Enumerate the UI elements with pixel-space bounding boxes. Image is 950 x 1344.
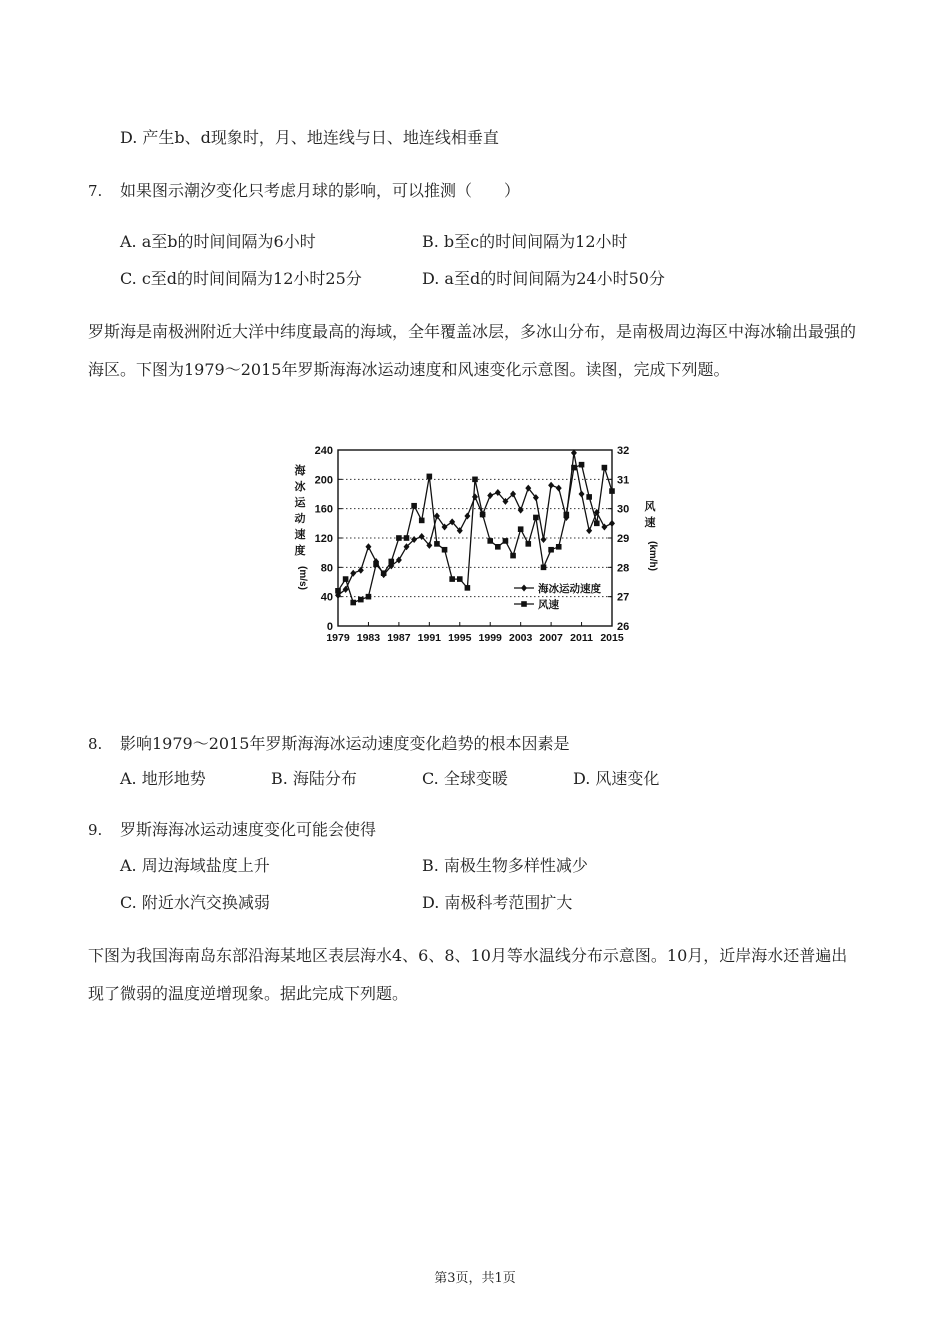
- legend-diamond-marker: [521, 585, 527, 592]
- x-axis-tick-label: 2015: [600, 632, 624, 644]
- wind-speed-point: [419, 518, 425, 524]
- wind-speed-point: [465, 585, 471, 591]
- wind-speed-point: [564, 512, 570, 518]
- wind-speed-point: [366, 594, 372, 600]
- left-axis-tick-label: 80: [320, 562, 333, 575]
- wind-speed-point: [533, 515, 539, 521]
- wind-speed-point: [472, 477, 478, 483]
- wind-speed-point: [541, 565, 547, 571]
- sea-ice-speed-point: [556, 485, 562, 492]
- left-axis-tick-label: 0: [326, 621, 333, 633]
- x-axis-tick-label: 2011: [570, 632, 593, 644]
- wind-speed-point: [579, 462, 585, 468]
- wind-speed-point: [556, 544, 562, 550]
- x-axis-tick-label: 2003: [508, 632, 533, 644]
- wind-speed-point: [404, 535, 410, 541]
- wind-speed-point: [609, 488, 615, 494]
- passage-ross-sea: 罗斯海是南极洲附近大洋中纬度最高的海域，全年覆盖冰层，多冰山分布，是南极周边海区中海冰输出最强的海区。下图为1979～2015年罗斯海海冰运动速度和风速变化示意图。读图，完成下列题。: [88, 322, 857, 379]
- wind-speed-point: [525, 541, 531, 547]
- wind-speed-point: [427, 474, 433, 480]
- wind-speed-point: [434, 541, 440, 547]
- sea-ice-speed-point: [586, 527, 592, 534]
- wind-speed-point: [594, 521, 600, 527]
- sea-ice-speed-point: [579, 491, 585, 498]
- right-axis-tick-label: 26: [617, 621, 630, 633]
- q8-number: 8.: [88, 735, 103, 753]
- wind-speed-point: [571, 465, 577, 471]
- left-axis-label-unit: (m/s): [297, 566, 308, 590]
- q9-option-d: D. 南极科考范围扩大: [422, 893, 573, 912]
- left-axis-tick-label: 200: [314, 474, 333, 487]
- x-axis-tick-label: 1991: [417, 632, 442, 644]
- sea-ice-speed-point: [548, 482, 554, 489]
- q7-option-d: D. a至d的时间间隔为24小时50分: [422, 269, 665, 288]
- wind-speed-point: [518, 526, 524, 532]
- sea-ice-speed-point: [464, 513, 470, 520]
- right-axis-tick-label: 30: [617, 503, 630, 516]
- right-axis-tick-label: 27: [617, 591, 630, 604]
- q7-option-c: C. c至d的时间间隔为12小时25分: [120, 269, 362, 288]
- right-axis-tick-label: 31: [617, 474, 630, 487]
- sea-ice-speed-line: [338, 453, 612, 595]
- left-axis-tick-label: 240: [314, 445, 333, 457]
- wind-speed-point: [487, 538, 493, 544]
- wind-speed-point: [548, 547, 554, 553]
- page-footer: 第3页，共1页: [434, 1271, 516, 1286]
- right-axis-label-unit: (km/h): [647, 541, 658, 571]
- wind-speed-point: [373, 562, 379, 568]
- sea-ice-speed-point: [609, 520, 615, 527]
- wind-speed-point: [388, 559, 394, 565]
- sea-ice-speed-point: [350, 570, 356, 577]
- left-axis-label-char: 海: [294, 465, 306, 477]
- sea-ice-speed-point: [518, 507, 524, 514]
- wind-speed-point: [457, 576, 463, 582]
- q6-option-d: D. 产生b、d现象时，月、地连线与日、地连线相垂直: [120, 128, 499, 147]
- q8-option-a: A. 地形地势: [120, 769, 206, 788]
- x-axis-tick-label: 1987: [387, 632, 411, 644]
- left-axis-label-char: 冰: [294, 481, 306, 493]
- wind-speed-point: [335, 588, 341, 594]
- wind-speed-point: [602, 465, 608, 471]
- sea-ice-speed-point: [601, 524, 607, 531]
- q7-stem: 如果图示潮汐变化只考虑月球的影响，可以推测（ ）: [120, 181, 521, 200]
- sea-ice-speed-point: [472, 493, 478, 500]
- left-axis-label-char: 运: [294, 497, 306, 509]
- right-axis-label-char: 速: [644, 517, 656, 529]
- wind-speed-point: [480, 512, 486, 518]
- q9-option-a: A. 周边海域盐度上升: [120, 856, 270, 875]
- wind-speed-point: [343, 576, 349, 582]
- sea-ice-wind-chart: [270, 430, 670, 660]
- q8-stem: 影响1979～2015年罗斯海海冰运动速度变化趋势的根本因素是: [120, 734, 570, 753]
- wind-speed-point: [503, 538, 509, 544]
- legend-square-marker: [521, 601, 527, 607]
- sea-ice-speed-point: [541, 536, 547, 543]
- left-axis-tick-label: 40: [320, 591, 333, 604]
- wind-speed-point: [381, 570, 387, 576]
- legend-label: 海冰运动速度: [538, 583, 601, 595]
- wind-speed-line: [338, 465, 612, 603]
- wind-speed-point: [495, 544, 501, 550]
- wind-speed-point: [396, 535, 402, 541]
- wind-speed-point: [510, 553, 516, 559]
- left-axis-label-char: 速: [294, 529, 306, 541]
- wind-speed-point: [449, 576, 455, 582]
- x-axis-tick-label: 1979: [326, 632, 350, 644]
- x-axis-tick-label: 2007: [539, 632, 563, 644]
- q8-option-c: C. 全球变暖: [422, 769, 508, 788]
- right-axis-tick-label: 28: [617, 562, 630, 575]
- q8-option-b: B. 海陆分布: [271, 769, 357, 788]
- sea-ice-speed-point: [487, 492, 493, 499]
- x-axis-tick-label: 1995: [448, 632, 472, 644]
- q8-option-d: D. 风速变化: [573, 769, 660, 788]
- x-axis-tick-label: 1999: [478, 632, 502, 644]
- wind-speed-point: [586, 494, 592, 500]
- q9-stem: 罗斯海海冰运动速度变化可能会使得: [120, 820, 377, 839]
- left-axis-tick-label: 120: [314, 533, 333, 545]
- left-axis-tick-label: 160: [314, 503, 333, 516]
- q9-option-b: B. 南极生物多样性减少: [422, 856, 588, 875]
- right-axis-tick-label: 32: [617, 445, 630, 457]
- q7-option-b: B. b至c的时间间隔为12小时: [422, 232, 628, 251]
- q9-option-c: C. 附近水汽交换减弱: [120, 893, 270, 912]
- x-axis-tick-label: 1983: [356, 632, 381, 644]
- passage-hainan: 下图为我国海南岛东部沿海某地区表层海水4、6、8、10月等水温线分布示意图。10月，近岸海水还普遍出现了微弱的温度逆增现象。据此完成下列题。: [88, 946, 848, 1003]
- right-axis-label-char: 风: [644, 501, 656, 513]
- sea-ice-speed-point: [365, 543, 371, 550]
- q7-number: 7.: [88, 182, 103, 200]
- wind-speed-point: [350, 600, 356, 606]
- left-axis-label-char: 度: [294, 545, 306, 557]
- q7-option-a: A. a至b的时间间隔为6小时: [120, 232, 316, 251]
- wind-speed-point: [442, 547, 448, 553]
- right-axis-tick-label: 29: [617, 533, 630, 545]
- wind-speed-point: [411, 503, 417, 509]
- legend-label: 风速: [538, 599, 559, 611]
- wind-speed-point: [358, 597, 364, 603]
- left-axis-label-char: 动: [294, 513, 306, 525]
- q9-number: 9.: [88, 821, 103, 839]
